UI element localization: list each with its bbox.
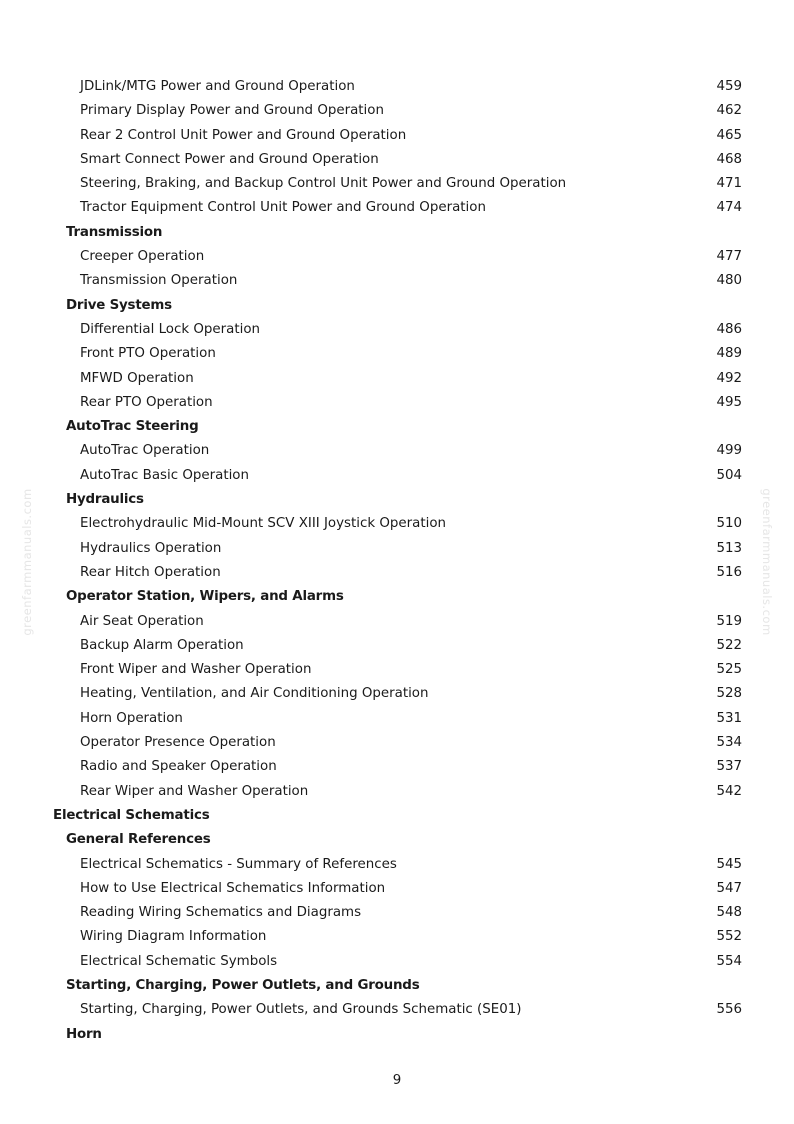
toc-entry-title: AutoTrac Operation xyxy=(80,443,210,459)
toc-entry[interactable] xyxy=(0,512,794,536)
toc-entry-page: 531 xyxy=(716,710,742,726)
toc-section-heading xyxy=(0,1023,794,1047)
toc-entry-page: 499 xyxy=(716,443,742,459)
toc-entry-title: Reading Wiring Schematics and Diagrams xyxy=(80,905,362,921)
toc-entry[interactable] xyxy=(0,269,794,293)
toc-entry[interactable] xyxy=(0,391,794,415)
page-number: 9 xyxy=(392,1073,402,1088)
toc-entry-title: Electrical Schematics xyxy=(53,807,210,823)
toc-entry[interactable] xyxy=(0,901,794,925)
toc-entry[interactable] xyxy=(0,658,794,682)
toc-section-heading xyxy=(0,488,794,512)
toc-entry[interactable] xyxy=(0,318,794,342)
toc-entry-page: 513 xyxy=(716,540,742,556)
toc-section-heading xyxy=(0,221,794,245)
toc-section-heading xyxy=(0,974,794,998)
toc-entry-title: MFWD Operation xyxy=(80,370,194,386)
toc-entry-title: Creeper Operation xyxy=(80,249,205,265)
toc-section-heading xyxy=(0,415,794,439)
toc-section-heading xyxy=(0,804,794,828)
toc-entry-title: Front Wiper and Washer Operation xyxy=(80,662,312,678)
toc-entry-title: How to Use Electrical Schematics Information xyxy=(80,880,386,896)
toc-entry-page: 492 xyxy=(716,370,742,386)
toc-entry-title: Starting, Charging, Power Outlets, and Grounds Schematic (SE01) xyxy=(80,1002,522,1018)
toc-section-heading xyxy=(0,828,794,852)
toc-entry[interactable] xyxy=(0,877,794,901)
toc-entry[interactable] xyxy=(0,755,794,779)
toc-entry[interactable] xyxy=(0,610,794,634)
toc-entry-title: Horn Operation xyxy=(80,710,183,726)
toc-entry[interactable] xyxy=(0,731,794,755)
toc-entry[interactable] xyxy=(0,172,794,196)
toc-entry-page: 477 xyxy=(716,249,742,265)
toc-entry[interactable] xyxy=(0,853,794,877)
toc-entry[interactable] xyxy=(0,342,794,366)
toc-entry-page: 516 xyxy=(716,564,742,580)
toc-entry[interactable] xyxy=(0,367,794,391)
toc-entry-page: 534 xyxy=(716,735,742,751)
toc-entry[interactable] xyxy=(0,439,794,463)
toc-entry[interactable] xyxy=(0,464,794,488)
toc-entry[interactable] xyxy=(0,707,794,731)
watermark-left: greenfarmmanuals.com xyxy=(20,488,34,636)
toc-entry-page: 519 xyxy=(716,613,742,629)
toc-entry-page: 504 xyxy=(716,467,742,483)
toc-entry-title: Rear Wiper and Washer Operation xyxy=(80,783,309,799)
table-of-contents xyxy=(0,75,794,1047)
toc-entry-title: JDLink/MTG Power and Ground Operation xyxy=(80,79,355,94)
toc-entry-page: 554 xyxy=(716,953,742,969)
toc-entry-title: Primary Display Power and Ground Operation xyxy=(80,103,384,119)
toc-entry-title: Drive Systems xyxy=(66,297,172,313)
toc-entry-page: 462 xyxy=(716,103,742,119)
toc-entry-title: Rear PTO Operation xyxy=(80,394,213,410)
toc-entry[interactable] xyxy=(0,634,794,658)
toc-entry[interactable] xyxy=(0,245,794,269)
toc-entry-title: Heating, Ventilation, and Air Conditioning Operation xyxy=(80,686,429,702)
toc-entry-page: 468 xyxy=(716,151,742,167)
toc-entry-page: 465 xyxy=(716,127,742,143)
toc-entry-page: 545 xyxy=(716,856,742,872)
toc-entry-title: Horn xyxy=(66,1026,102,1042)
toc-entry[interactable] xyxy=(0,148,794,172)
toc-entry-page: 528 xyxy=(716,686,742,702)
toc-entry-page: 525 xyxy=(716,662,742,678)
toc-entry-page: 486 xyxy=(716,321,742,337)
toc-entry[interactable] xyxy=(0,925,794,949)
toc-entry-page: 556 xyxy=(716,1002,742,1018)
toc-entry-title: Tractor Equipment Control Unit Power and Ground Operation xyxy=(80,200,486,216)
toc-entry-page: 537 xyxy=(716,759,742,775)
toc-entry-page: 542 xyxy=(716,783,742,799)
toc-entry[interactable] xyxy=(0,75,794,99)
toc-entry-title: Starting, Charging, Power Outlets, and Grounds xyxy=(66,977,420,993)
toc-entry[interactable] xyxy=(0,99,794,123)
toc-entry-page: 510 xyxy=(716,516,742,532)
toc-entry-title: Differential Lock Operation xyxy=(80,321,261,337)
toc-entry-title: Hydraulics xyxy=(66,492,144,508)
toc-entry-title: Operator Presence Operation xyxy=(80,735,276,751)
toc-entry-page: 522 xyxy=(716,637,742,653)
toc-entry-title: Electrical Schematics - Summary of References xyxy=(80,856,397,872)
toc-entry[interactable] xyxy=(0,537,794,561)
toc-entry-title: Electrical Schematic Symbols xyxy=(80,953,278,969)
toc-entry-title: Wiring Diagram Information xyxy=(80,929,267,945)
toc-entry[interactable] xyxy=(0,780,794,804)
toc-entry-title: Backup Alarm Operation xyxy=(80,637,244,653)
toc-section-heading xyxy=(0,294,794,318)
toc-entry-page: 474 xyxy=(716,200,742,216)
toc-entry-title: Radio and Speaker Operation xyxy=(80,759,277,775)
toc-entry-page: 547 xyxy=(716,880,742,896)
toc-entry-title: Smart Connect Power and Ground Operation xyxy=(80,151,379,167)
toc-entry-title: Operator Station, Wipers, and Alarms xyxy=(66,589,344,605)
toc-entry[interactable] xyxy=(0,561,794,585)
toc-section-heading xyxy=(0,585,794,609)
toc-entry-page: 495 xyxy=(716,394,742,410)
toc-entry-title: Rear 2 Control Unit Power and Ground Operation xyxy=(80,127,407,143)
toc-entry-page: 471 xyxy=(716,176,742,192)
toc-entry[interactable] xyxy=(0,196,794,220)
toc-entry-page: 548 xyxy=(716,905,742,921)
toc-entry[interactable] xyxy=(0,950,794,974)
toc-entry-title: Air Seat Operation xyxy=(80,613,204,629)
toc-entry-title: General References xyxy=(66,832,211,848)
toc-entry-title: Electrohydraulic Mid-Mount SCV XIII Joystick Operation xyxy=(80,516,447,532)
toc-entry-title: Hydraulics Operation xyxy=(80,540,222,556)
toc-entry[interactable] xyxy=(0,998,794,1022)
toc-entry-title: Transmission xyxy=(66,224,163,240)
toc-entry-title: AutoTrac Basic Operation xyxy=(80,467,249,483)
toc-entry-title: Front PTO Operation xyxy=(80,346,216,362)
toc-entry[interactable] xyxy=(0,682,794,706)
toc-entry[interactable] xyxy=(0,124,794,148)
toc-entry-title: Transmission Operation xyxy=(80,273,238,289)
toc-entry-page: 459 xyxy=(716,79,742,94)
toc-entry-title: Steering, Braking, and Backup Control Unit Power and Ground Operation xyxy=(80,176,567,192)
toc-entry-title: AutoTrac Steering xyxy=(66,419,199,435)
toc-entry-page: 480 xyxy=(716,273,742,289)
toc-entry-page: 552 xyxy=(716,929,742,945)
watermark-right: greenfarmmanuals.com xyxy=(760,488,774,636)
toc-entry-page: 489 xyxy=(716,346,742,362)
toc-entry-title: Rear Hitch Operation xyxy=(80,564,221,580)
